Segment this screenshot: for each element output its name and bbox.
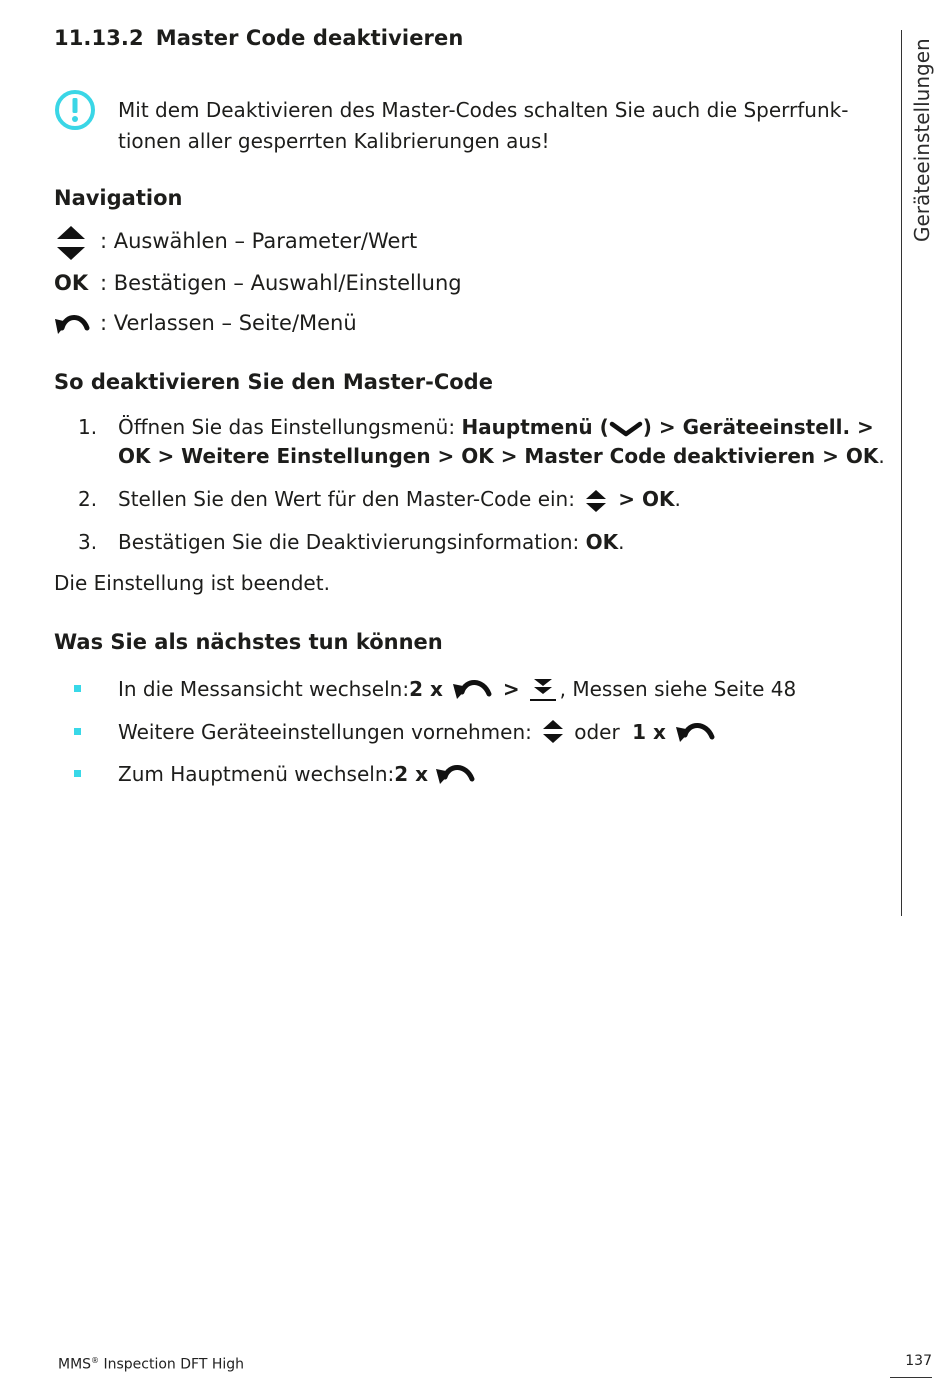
result-text: Die Einstellung ist beendet.: [54, 571, 330, 595]
up-down-arrows-icon: [581, 488, 611, 514]
item-pre: Zum Hauptmenü wechseln:: [118, 762, 395, 786]
measure-view-icon: [528, 674, 558, 704]
item-pre: Weitere Geräteeinstellungen vornehmen:: [118, 720, 532, 744]
side-tab-label: Geräteeinstellungen: [910, 38, 934, 242]
ok-symbol: OK: [54, 271, 89, 295]
back-arrow-icon: [434, 759, 480, 789]
step-pre: Bestätigen Sie die Deaktivierungsinformation:: [118, 530, 586, 554]
warning-text: Mit dem Deaktivieren des Master-Codes schalten Sie auch die Sperrfunk-tionen aller gesperrten Kalibrierungen aus!: [118, 98, 849, 153]
back-arrow-icon: [451, 674, 497, 704]
bullet-square: [74, 728, 81, 735]
step-post: > OK: [611, 487, 675, 511]
step-pre: Stellen Sie den Wert für den Master-Code ein:: [118, 487, 582, 511]
navigation-heading: Navigation: [54, 186, 183, 210]
back-arrow-icon: [674, 717, 720, 747]
step-text: Stellen Sie den Wert für den Master-Code ein: > OK.: [118, 485, 898, 514]
list-item: [74, 757, 894, 791]
list-item: [74, 672, 894, 706]
procedure-step: [78, 528, 898, 560]
back-arrow-icon: [54, 308, 94, 342]
procedure-step: [78, 413, 898, 473]
step-number: 1.: [78, 415, 98, 439]
item-separator: >: [502, 677, 520, 701]
step-number: 2.: [78, 487, 98, 511]
nav-select-text: : Auswählen – Parameter/Wert: [100, 229, 418, 253]
up-down-arrows-icon: [54, 226, 94, 260]
step-path-b: ) > Geräteeinstell. > OK > Weitere Einstellungen > OK > Master Code deaktivieren > OK: [118, 415, 879, 468]
procedure-step: [78, 485, 898, 517]
item-post: , Messen siehe Seite 48: [559, 677, 797, 701]
section-title-text: Master Code deaktivieren: [155, 26, 464, 50]
step-text: Öffnen Sie das Einstellungsmenü: Hauptmenü ( ) > Geräteeinstell. > OK > Weitere Einstellungen > OK > Master Code deaktivieren > OK.: [118, 415, 885, 468]
nav-confirm-text: : Bestätigen – Auswahl/Einstellung: [100, 271, 462, 295]
side-chapter-tab: [900, 30, 936, 916]
list-item: [74, 715, 894, 749]
section-number: 11.13.2: [54, 26, 144, 50]
bullet-square: [74, 770, 81, 777]
nav-exit-text: : Verlassen – Seite/Menü: [100, 311, 357, 335]
step-path-a: Hauptmenü (: [461, 415, 609, 439]
next-steps-heading: Was Sie als nächstes tun können: [54, 630, 443, 654]
section-title: [54, 26, 463, 50]
item-count: 2 x: [409, 677, 443, 701]
procedure-heading: So deaktivieren Sie den Master-Code: [54, 370, 493, 394]
page-number: 137: [905, 1353, 932, 1369]
step-bold: OK: [585, 530, 619, 554]
step-text: Bestätigen Sie die Deaktivierungsinformation: OK.: [118, 530, 625, 554]
item-count: 1 x: [632, 720, 666, 744]
item-mid: oder: [567, 720, 627, 744]
step-number: 3.: [78, 530, 98, 554]
up-down-arrows-icon: [538, 718, 568, 746]
footer-product: MMS® Inspection DFT High: [58, 1356, 245, 1373]
item-count: 2 x: [394, 762, 429, 786]
bullet-square: [74, 685, 81, 692]
warning-circle-icon: [54, 89, 96, 131]
step-pre: Öffnen Sie das Einstellungsmenü:: [118, 415, 462, 439]
item-pre: In die Messansicht wechseln:: [118, 677, 410, 701]
side-tab-rule: [901, 30, 902, 916]
page-number-rule: [890, 1377, 932, 1378]
chevron-down-icon: [609, 419, 643, 439]
